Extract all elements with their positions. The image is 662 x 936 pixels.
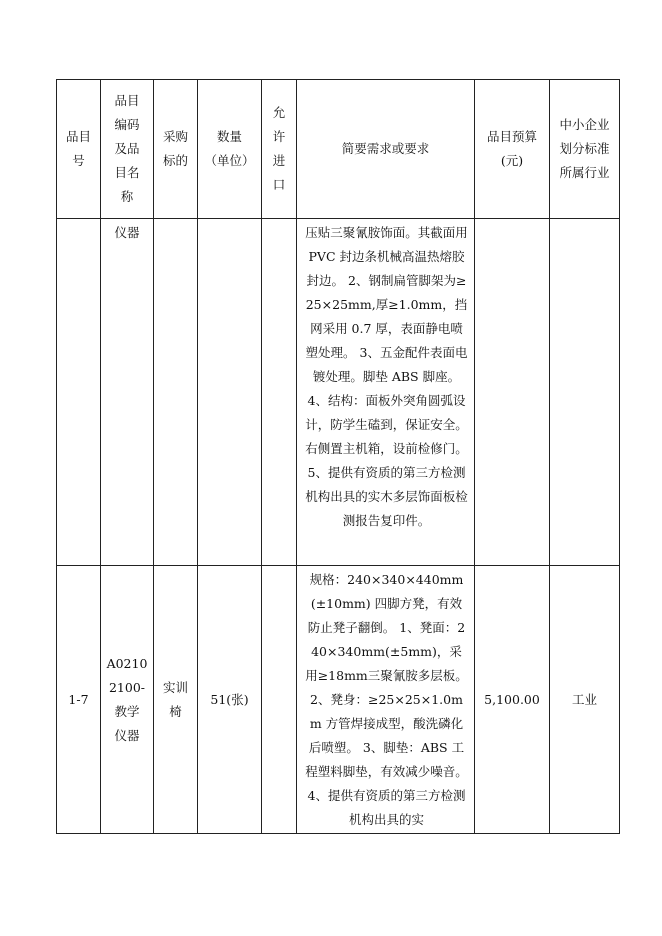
- cell-budget: [475, 219, 550, 566]
- cell-code-name: A0210 2100- 教学 仪器: [101, 566, 154, 834]
- cell-requirements: 压贴三聚氰胺饰面。其截面用 PVC 封边条机械高温热熔胶封边。 2、钢制扁管脚架为≥25×25mm,厚≥1.0mm，挡网采用 0.7 厚，表面静电喷塑处理。 3、五金配件表面电镀处理。脚垫 ABS 脚座。 4、结构：面板外突角圆弧设计，防学生磕到，保证安全。右侧置主机箱，设前检修门。 5、提供有资质的第三方检测机构出具的实木多层饰面板检测报告复印件。: [297, 219, 475, 566]
- cell-item-no: [57, 219, 101, 566]
- header-requirements: 简要需求或要求: [297, 80, 475, 219]
- cell-budget: 5,100.00: [475, 566, 550, 834]
- cell-quantity: 51(张): [198, 566, 262, 834]
- header-import: 允 许 进 口: [262, 80, 297, 219]
- cell-item-no: 1-7: [57, 566, 101, 834]
- header-industry: 中小企业 划分标准 所属行业: [550, 80, 620, 219]
- header-item-no: 品目 号: [57, 80, 101, 219]
- header-row: [57, 80, 620, 219]
- cell-industry: 工业: [550, 566, 620, 834]
- header-target: 采购 标的: [154, 80, 198, 219]
- procurement-table: [56, 79, 620, 834]
- cell-import: [262, 219, 297, 566]
- cell-import: [262, 566, 297, 834]
- table-row: [57, 219, 620, 566]
- cell-requirements: 规格：240×340×440mm(±10mm) 四脚方凳，有效防止凳子翻倒。 1、凳面：240×340mm(±5mm)，采用≥18mm三聚氰胺多层板。 2、凳身：≥25×25×1.0mm 方管焊接成型，酸洗磷化后喷塑。 3、脚垫：ABS 工程塑料脚垫，有效减少噪音。4、提供有资质的第三方检测机构出具的实: [297, 566, 475, 834]
- table-row: [57, 566, 620, 834]
- cell-industry: [550, 219, 620, 566]
- cell-code-name: 仪器: [101, 219, 154, 566]
- header-quantity: 数量 （单位）: [198, 80, 262, 219]
- header-budget: 品目预算 (元): [475, 80, 550, 219]
- cell-quantity: [198, 219, 262, 566]
- cell-target: [154, 219, 198, 566]
- header-code-name: 品目 编码 及品 目名 称: [101, 80, 154, 219]
- cell-target: 实训 椅: [154, 566, 198, 834]
